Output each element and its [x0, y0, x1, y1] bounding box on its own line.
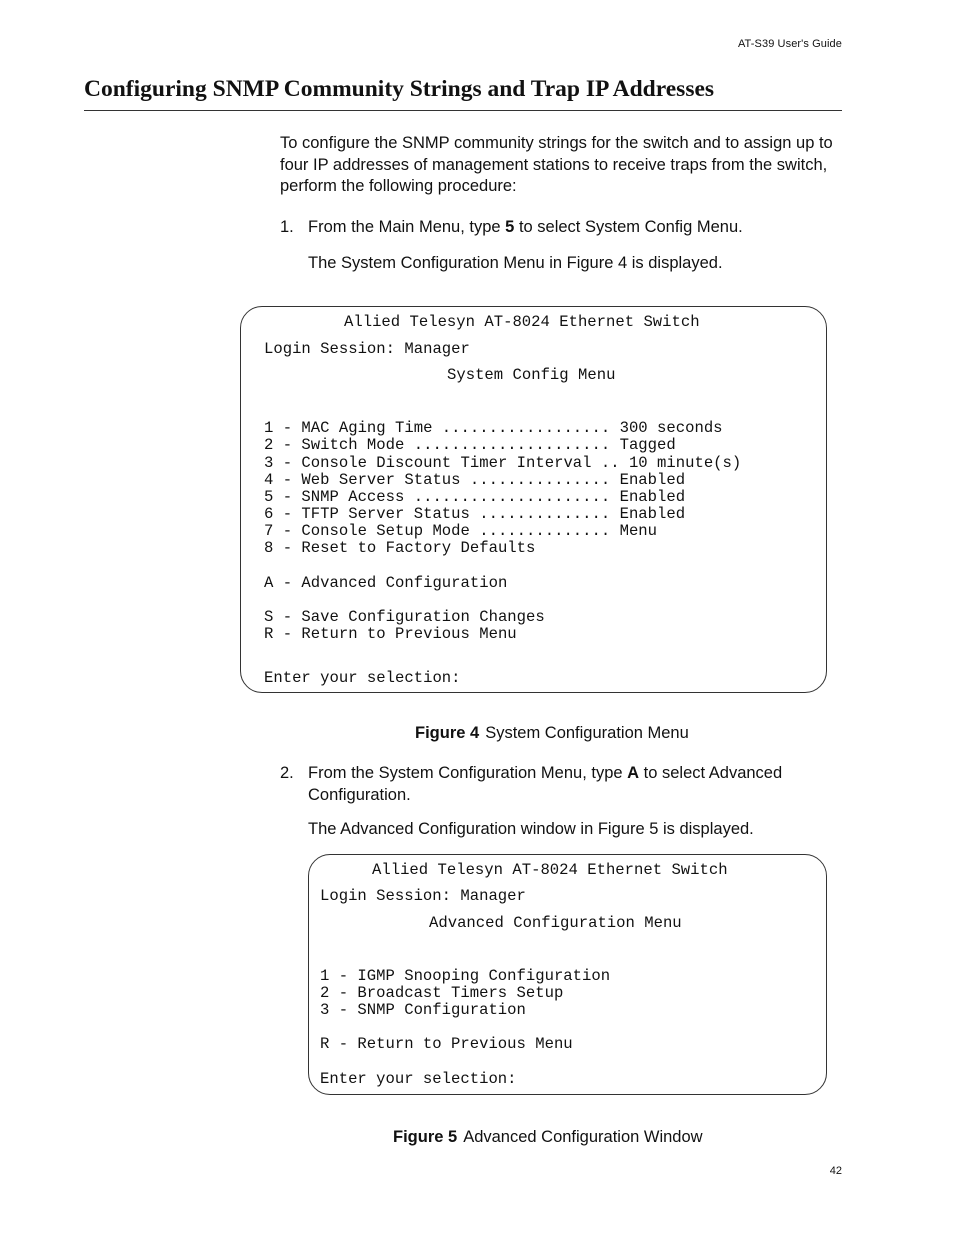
- page-number: 42: [829, 1165, 842, 1177]
- running-header: AT-S39 User's Guide: [737, 38, 842, 50]
- fig4-item-8: 8 - Reset to Factory Defaults: [264, 539, 536, 557]
- figure-4-caption: [415, 724, 689, 743]
- figure-5-caption: [393, 1128, 703, 1147]
- fig4-item-3: 3 - Console Discount Timer Interval .. 10 minute(s): [264, 454, 742, 472]
- fig4-return: R - Return to Previous Menu: [264, 625, 517, 643]
- step-2-note: The Advanced Configuration window in Figure 5 is displayed.: [308, 820, 754, 838]
- fig5-item-1: 1 - IGMP Snooping Configuration: [320, 967, 611, 985]
- fig5-item-3: 3 - SNMP Configuration: [320, 1001, 526, 1019]
- section-title: Configuring SNMP Community Strings and Trap IP Addresses: [84, 76, 715, 102]
- fig4-menu-title: System Config Menu: [447, 366, 616, 384]
- step-1-text: [308, 217, 843, 239]
- fig5-return: R - Return to Previous Menu: [320, 1035, 573, 1053]
- fig5-item-2: 2 - Broadcast Timers Setup: [320, 984, 564, 1002]
- step-1-number: 1.: [280, 218, 294, 236]
- step-2-key: A: [627, 764, 640, 782]
- step-1-key: 5: [505, 218, 515, 236]
- step-1-note: The System Configuration Menu in Figure 4 is displayed.: [308, 254, 723, 272]
- step-1-text-pre: From the Main Menu, type: [308, 218, 506, 236]
- step-2-text: [308, 763, 843, 806]
- fig4-item-5: 5 - SNMP Access ..................... Enabled: [264, 488, 686, 506]
- fig5-banner: Allied Telesyn AT-8024 Ethernet Switch: [372, 861, 728, 879]
- fig4-item-7: 7 - Console Setup Mode .............. Menu: [264, 522, 658, 540]
- fig4-advanced: A - Advanced Configuration: [264, 574, 508, 592]
- fig5-menu-title: Advanced Configuration Menu: [429, 914, 682, 932]
- fig4-item-4: 4 - Web Server Status ............... Enabled: [264, 471, 686, 489]
- figure-4-label: Figure 4: [415, 724, 480, 742]
- fig4-item-6: 6 - TFTP Server Status .............. Enabled: [264, 505, 686, 523]
- fig4-banner: Allied Telesyn AT-8024 Ethernet Switch: [344, 313, 700, 331]
- step-2-number: 2.: [280, 764, 294, 782]
- fig5-prompt: Enter your selection:: [320, 1070, 517, 1088]
- fig5-login: Login Session: Manager: [320, 887, 526, 905]
- figure-4-caption-text: System Configuration Menu: [485, 724, 689, 742]
- step-2-text-post: to select Advanced Configuration.: [308, 764, 783, 804]
- fig4-save: S - Save Configuration Changes: [264, 608, 545, 626]
- fig4-item-2: 2 - Switch Mode ..................... Tagged: [264, 436, 676, 454]
- title-rule: [84, 110, 842, 111]
- figure-5-label: Figure 5: [393, 1128, 458, 1146]
- step-2-text-pre: From the System Configuration Menu, type: [308, 764, 628, 782]
- fig4-prompt: Enter your selection:: [264, 669, 461, 687]
- figure-5-caption-text: Advanced Configuration Window: [463, 1128, 703, 1146]
- intro-paragraph: To configure the SNMP community strings for the switch and to assign up to four IP addresses of management stations to receive traps from the switch, perform the following procedure:: [280, 134, 833, 195]
- fig4-item-1: 1 - MAC Aging Time .................. 300 seconds: [264, 419, 723, 437]
- step-1-text-post: to select System Config Menu.: [514, 218, 743, 236]
- fig4-login: Login Session: Manager: [264, 340, 470, 358]
